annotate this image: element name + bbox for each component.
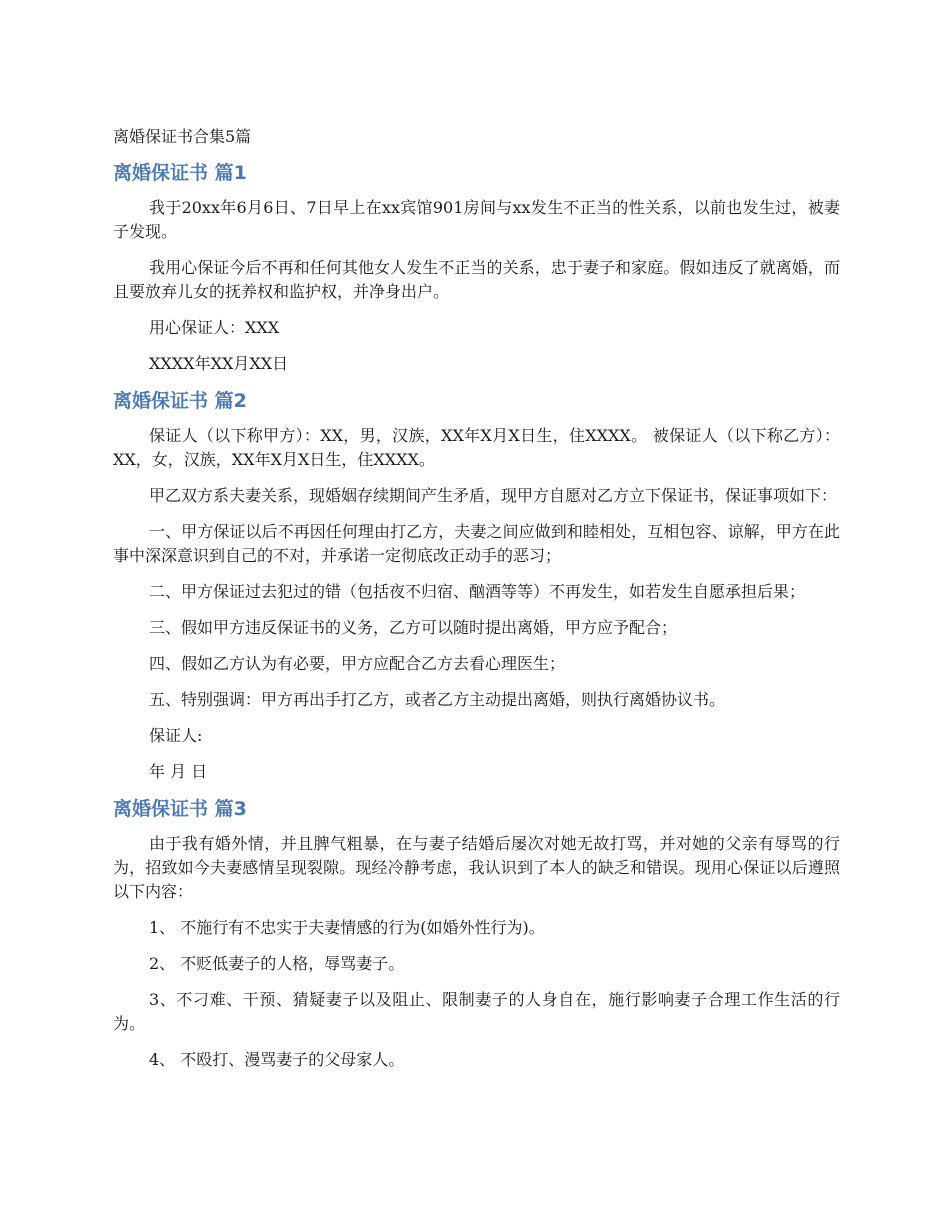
guarantor-line: 用心保证人：XXX [149, 318, 280, 337]
section-heading: 离婚保证书 篇2 [113, 390, 247, 412]
paragraph: 由于我有婚外情，并且脾气粗暴，在与妻子结婚后屡次对她无故打骂，并对她的父亲有辱骂的行为，招致如今夫妻感情呈现裂隙。现经冷静考虑，我认识到了本人的缺乏和错误。现用心保证以后遵照以下内容： [113, 834, 840, 901]
list-item: 一、甲方保证以后不再因任何理由打乙方，夫妻之间应做到和睦相处，互相包容、谅解，甲方在此事中深深意识到自己的不对，并承诺一定彻底改正动手的恶习； [113, 522, 840, 565]
section-2 [113, 388, 840, 784]
date-line: 年 月 日 [149, 762, 208, 781]
section-3 [113, 796, 840, 1072]
section-heading: 离婚保证书 篇1 [113, 162, 247, 184]
list-item: 四、假如乙方认为有必要，甲方应配合乙方去看心理医生； [149, 654, 566, 673]
date-line: XXXX年XX月XX日 [149, 354, 289, 373]
list-item: 五、特别强调：甲方再出手打乙方，或者乙方主动提出离婚，则执行离婚协议书。 [149, 690, 726, 709]
list-item: 1、 不施行有不忠实于夫妻情感的行为(如婚外性行为)。 [149, 918, 545, 937]
list-item: 2、 不贬低妻子的人格，辱骂妻子。 [149, 954, 405, 973]
guarantor-line: 保证人: [149, 726, 203, 745]
paragraph: 甲乙双方系夫妻关系，现婚姻存续期间产生矛盾，现甲方自愿对乙方立下保证书，保证事项如下： [149, 486, 838, 505]
section-heading: 离婚保证书 篇3 [113, 798, 247, 820]
paragraph: 我于20xx年6月6日、7日早上在xx宾馆901房间与xx发生不正当的性关系，以前也发生过，被妻子发现。 [113, 198, 840, 241]
document-title: 离婚保证书合集5篇 [113, 127, 252, 146]
list-item: 二、甲方保证过去犯过的错（包括夜不归宿、酗酒等等）不再发生，如若发生自愿承担后果； [149, 582, 806, 601]
list-item: 三、假如甲方违反保证书的义务，乙方可以随时提出离婚，甲方应予配合； [149, 618, 678, 637]
section-1 [113, 160, 840, 376]
paragraph: 保证人（以下称甲方）：XX，男，汉族，XX年X月X日生，住XXXX。 被保证人（以下称乙方）：XX，女，汉族，XX年X月X日生，住XXXX。 [113, 426, 840, 469]
document-page [113, 124, 840, 1084]
paragraph: 我用心保证今后不再和任何其他女人发生不正当的关系，忠于妻子和家庭。假如违反了就离婚，而且要放弃儿女的抚养权和监护权，并净身出户。 [113, 258, 840, 301]
list-item: 4、 不殴打、漫骂妻子的父母家人。 [149, 1050, 405, 1069]
list-item: 3、不刁难、干预、猜疑妻子以及阻止、限制妻子的人身自在，施行影响妻子合理工作生活的行为。 [113, 990, 840, 1033]
